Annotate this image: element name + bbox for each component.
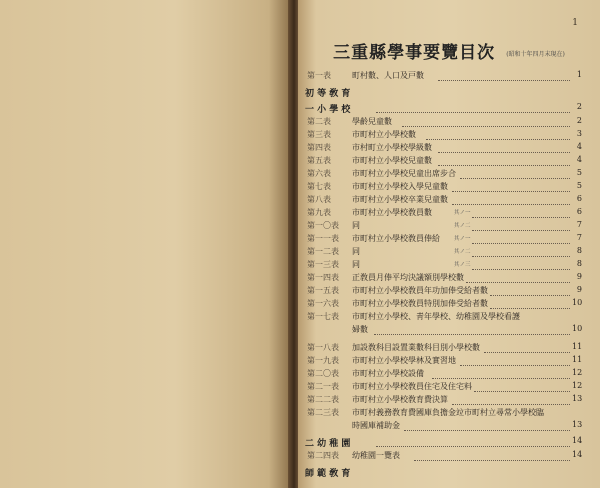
toc-page-number: 7 (576, 220, 582, 229)
dot-leader (472, 220, 570, 231)
dot-leader (472, 259, 570, 270)
dot-leader (452, 194, 570, 205)
toc-page-number: 1 (576, 70, 582, 79)
toc-page-number: 8 (576, 246, 582, 255)
toc-page-number: 4 (576, 142, 582, 151)
toc-entry-number: 第二表 (307, 117, 331, 126)
toc-entry-title: 正敎員月俸平均決議額別學校數 (352, 273, 464, 282)
toc-page-number: 12 (572, 368, 583, 377)
toc-entry-number: 第二二表 (307, 395, 339, 404)
toc-entry-title: 市町村義務敎育費國庫負擔金竝市町村立尋常小學校臨 (352, 408, 544, 417)
dot-leader (474, 381, 570, 392)
dot-leader (466, 272, 570, 283)
toc-entry (298, 220, 600, 233)
section-title: 一 小 學 校 (305, 105, 351, 115)
toc-page-number: 10 (572, 298, 583, 307)
toc-entry-title: 市町村立小學校、靑年學校、幼稚園及學校看護 (352, 312, 520, 321)
dot-leader (432, 368, 570, 379)
dot-leader (490, 285, 570, 296)
toc-entry-title: 市村町立小學校學級數 (352, 143, 432, 152)
toc-entry-subpart: 其ノ一 (454, 210, 471, 216)
toc-entry-number: 第二一表 (307, 382, 339, 391)
toc-entry (298, 298, 600, 311)
toc-entry-number: 第一七表 (307, 312, 339, 321)
dot-leader (414, 450, 570, 461)
toc-section-heading (298, 86, 600, 99)
left-page-blank (0, 0, 292, 488)
toc-entry (298, 70, 600, 83)
toc-entry-title: 町村數、人口及戸數 (352, 71, 424, 80)
toc-entry (298, 168, 600, 181)
toc-page-number: 2 (576, 116, 582, 125)
page-title: 三重縣學事要覽目次 (333, 43, 496, 63)
toc-entry-number: 第六表 (307, 169, 331, 178)
toc-page-number: 13 (572, 420, 583, 429)
toc-page-number: 14 (572, 436, 583, 445)
toc-entry-title: 婦數 (352, 325, 368, 334)
toc-entry-number: 第五表 (307, 156, 331, 165)
toc-page-number: 13 (572, 394, 583, 403)
toc-entry (298, 450, 600, 463)
toc-entry (298, 342, 600, 355)
toc-entry-title: 市町村立小學校兒童出席步合 (352, 169, 456, 178)
toc-entry-number: 第一三表 (307, 260, 339, 269)
dot-leader (490, 298, 570, 309)
toc-entry (298, 142, 600, 155)
toc-entry (298, 311, 600, 324)
toc-entry-number: 第一一表 (307, 234, 339, 243)
toc-entry-title: 市町村立小學校敎育費決算 (352, 395, 448, 404)
toc-entry-title: 同 (352, 247, 360, 256)
toc-entry-title: 市町村立小學校兒童數 (352, 156, 432, 165)
section-title: 師 範 敎 育 (305, 469, 351, 479)
toc-entry-number: 第一五表 (307, 286, 339, 295)
toc-entry-number: 第八表 (307, 195, 331, 204)
dot-leader (472, 246, 570, 257)
toc-page-number: 6 (576, 194, 582, 203)
page-number: 1 (572, 18, 578, 28)
dot-leader (402, 116, 570, 127)
toc-entry (298, 394, 600, 407)
toc-page-number: 2 (576, 102, 582, 111)
toc-entry (298, 233, 600, 246)
toc-entry (298, 272, 600, 285)
toc-entry-title: 幼稚園一覽表 (352, 451, 400, 460)
dot-leader (452, 394, 570, 405)
toc-page-number: 5 (576, 168, 582, 177)
toc-section-heading (298, 436, 600, 449)
toc-page-number: 14 (572, 450, 583, 459)
dot-leader (460, 168, 570, 179)
toc-page-number: 11 (572, 355, 583, 364)
toc-page-number: 10 (572, 324, 583, 333)
toc-entry-title: 同 (352, 260, 360, 269)
toc-entry (298, 285, 600, 298)
toc-page-number: 4 (576, 155, 582, 164)
section-title: 初 等 敎 育 (305, 89, 351, 99)
toc-entry-title: 加設敎科目設置業數科目別小學校數 (352, 343, 480, 352)
toc-entry-title: 市町村立小學校卒業兒童數 (352, 195, 448, 204)
title-block (298, 38, 600, 63)
toc-page-number: 9 (576, 285, 582, 294)
date-note: (昭和十年四月末現在) (506, 51, 565, 58)
dot-leader (404, 420, 570, 431)
toc-entry-title: 市町村立小學校敎員年功加俸受給者數 (352, 286, 488, 295)
toc-entry-subpart: 其ノ二 (454, 249, 471, 255)
toc-entry-number: 第一九表 (307, 356, 339, 365)
toc-entry-title: 市町村立小學校入學兒童數 (352, 182, 448, 191)
toc-entry-title: 市町村立小學校敎員特別加俸受給者數 (352, 299, 488, 308)
dot-leader (376, 102, 570, 113)
toc-section-heading (298, 102, 600, 115)
toc-entry-title: 學齡兒童數 (352, 117, 392, 126)
toc-entry-subpart: 其ノ三 (454, 262, 471, 268)
toc-entry-title: 市町村立小學校敎員數 (352, 208, 432, 217)
toc-page-number: 9 (576, 272, 582, 281)
toc-entry (298, 368, 600, 381)
toc-entry (298, 116, 600, 129)
toc-section-heading (298, 466, 600, 479)
toc-entry-number: 第九表 (307, 208, 331, 217)
toc-page-number: 5 (576, 181, 582, 190)
toc-entry (298, 129, 600, 142)
toc-entry-title: 時國庫補助金 (352, 421, 400, 430)
toc-entry-number: 第二三表 (307, 408, 339, 417)
toc-entry (298, 207, 600, 220)
dot-leader (438, 142, 570, 153)
dot-leader (484, 342, 570, 353)
toc-entry-number: 第一八表 (307, 343, 339, 352)
toc-entry-number: 第七表 (307, 182, 331, 191)
dot-leader (438, 155, 570, 166)
toc-entry-number: 第二四表 (307, 451, 339, 460)
toc-entry (298, 194, 600, 207)
right-page (298, 0, 600, 488)
dot-leader (376, 436, 570, 447)
toc-page-number: 12 (572, 381, 583, 390)
toc-entry-subpart: 其ノ一 (454, 236, 471, 242)
dot-leader (460, 355, 570, 366)
toc-entry-number: 第一二表 (307, 247, 339, 256)
toc-entry-title: 市町村立小學校設備 (352, 369, 424, 378)
toc-entry (298, 420, 600, 433)
toc-page-number: 11 (572, 342, 583, 351)
toc-entry (298, 355, 600, 368)
toc-entry (298, 155, 600, 168)
toc-entry (298, 381, 600, 394)
dot-leader (452, 181, 570, 192)
toc-entry-title: 市町村立小學校敎員住宅及住宅料 (352, 382, 472, 391)
toc-entry-subpart: 其ノ二 (454, 223, 471, 229)
toc-entry-number: 第一表 (307, 71, 331, 80)
toc-entry (298, 407, 600, 420)
toc-entry-title: 市町村立小學校學林及實習地 (352, 356, 456, 365)
dot-leader (374, 324, 570, 335)
dot-leader (426, 129, 570, 140)
toc-entry (298, 259, 600, 272)
toc-entry-title: 同 (352, 221, 360, 230)
toc-entry (298, 324, 600, 337)
toc-entry (298, 181, 600, 194)
dot-leader (438, 70, 570, 81)
toc-entry-title: 市町村立小學校數 (352, 130, 416, 139)
toc-entry-number: 第一〇表 (307, 221, 339, 230)
toc-page-number: 6 (576, 207, 582, 216)
toc-entry-number: 第一六表 (307, 299, 339, 308)
section-title: 二 幼 稚 園 (305, 439, 351, 449)
toc-entry-number: 第二〇表 (307, 369, 339, 378)
toc-entry-number: 第三表 (307, 130, 331, 139)
toc-entry-number: 第一四表 (307, 273, 339, 282)
toc-page-number: 7 (576, 233, 582, 242)
toc-page-number: 8 (576, 259, 582, 268)
dot-leader (472, 233, 570, 244)
toc-entry (298, 246, 600, 259)
toc-entry-title: 市町村立小學校敎員俸給 (352, 234, 440, 243)
toc-page-number: 3 (576, 129, 582, 138)
toc-entry-number: 第四表 (307, 143, 331, 152)
dot-leader (472, 207, 570, 218)
